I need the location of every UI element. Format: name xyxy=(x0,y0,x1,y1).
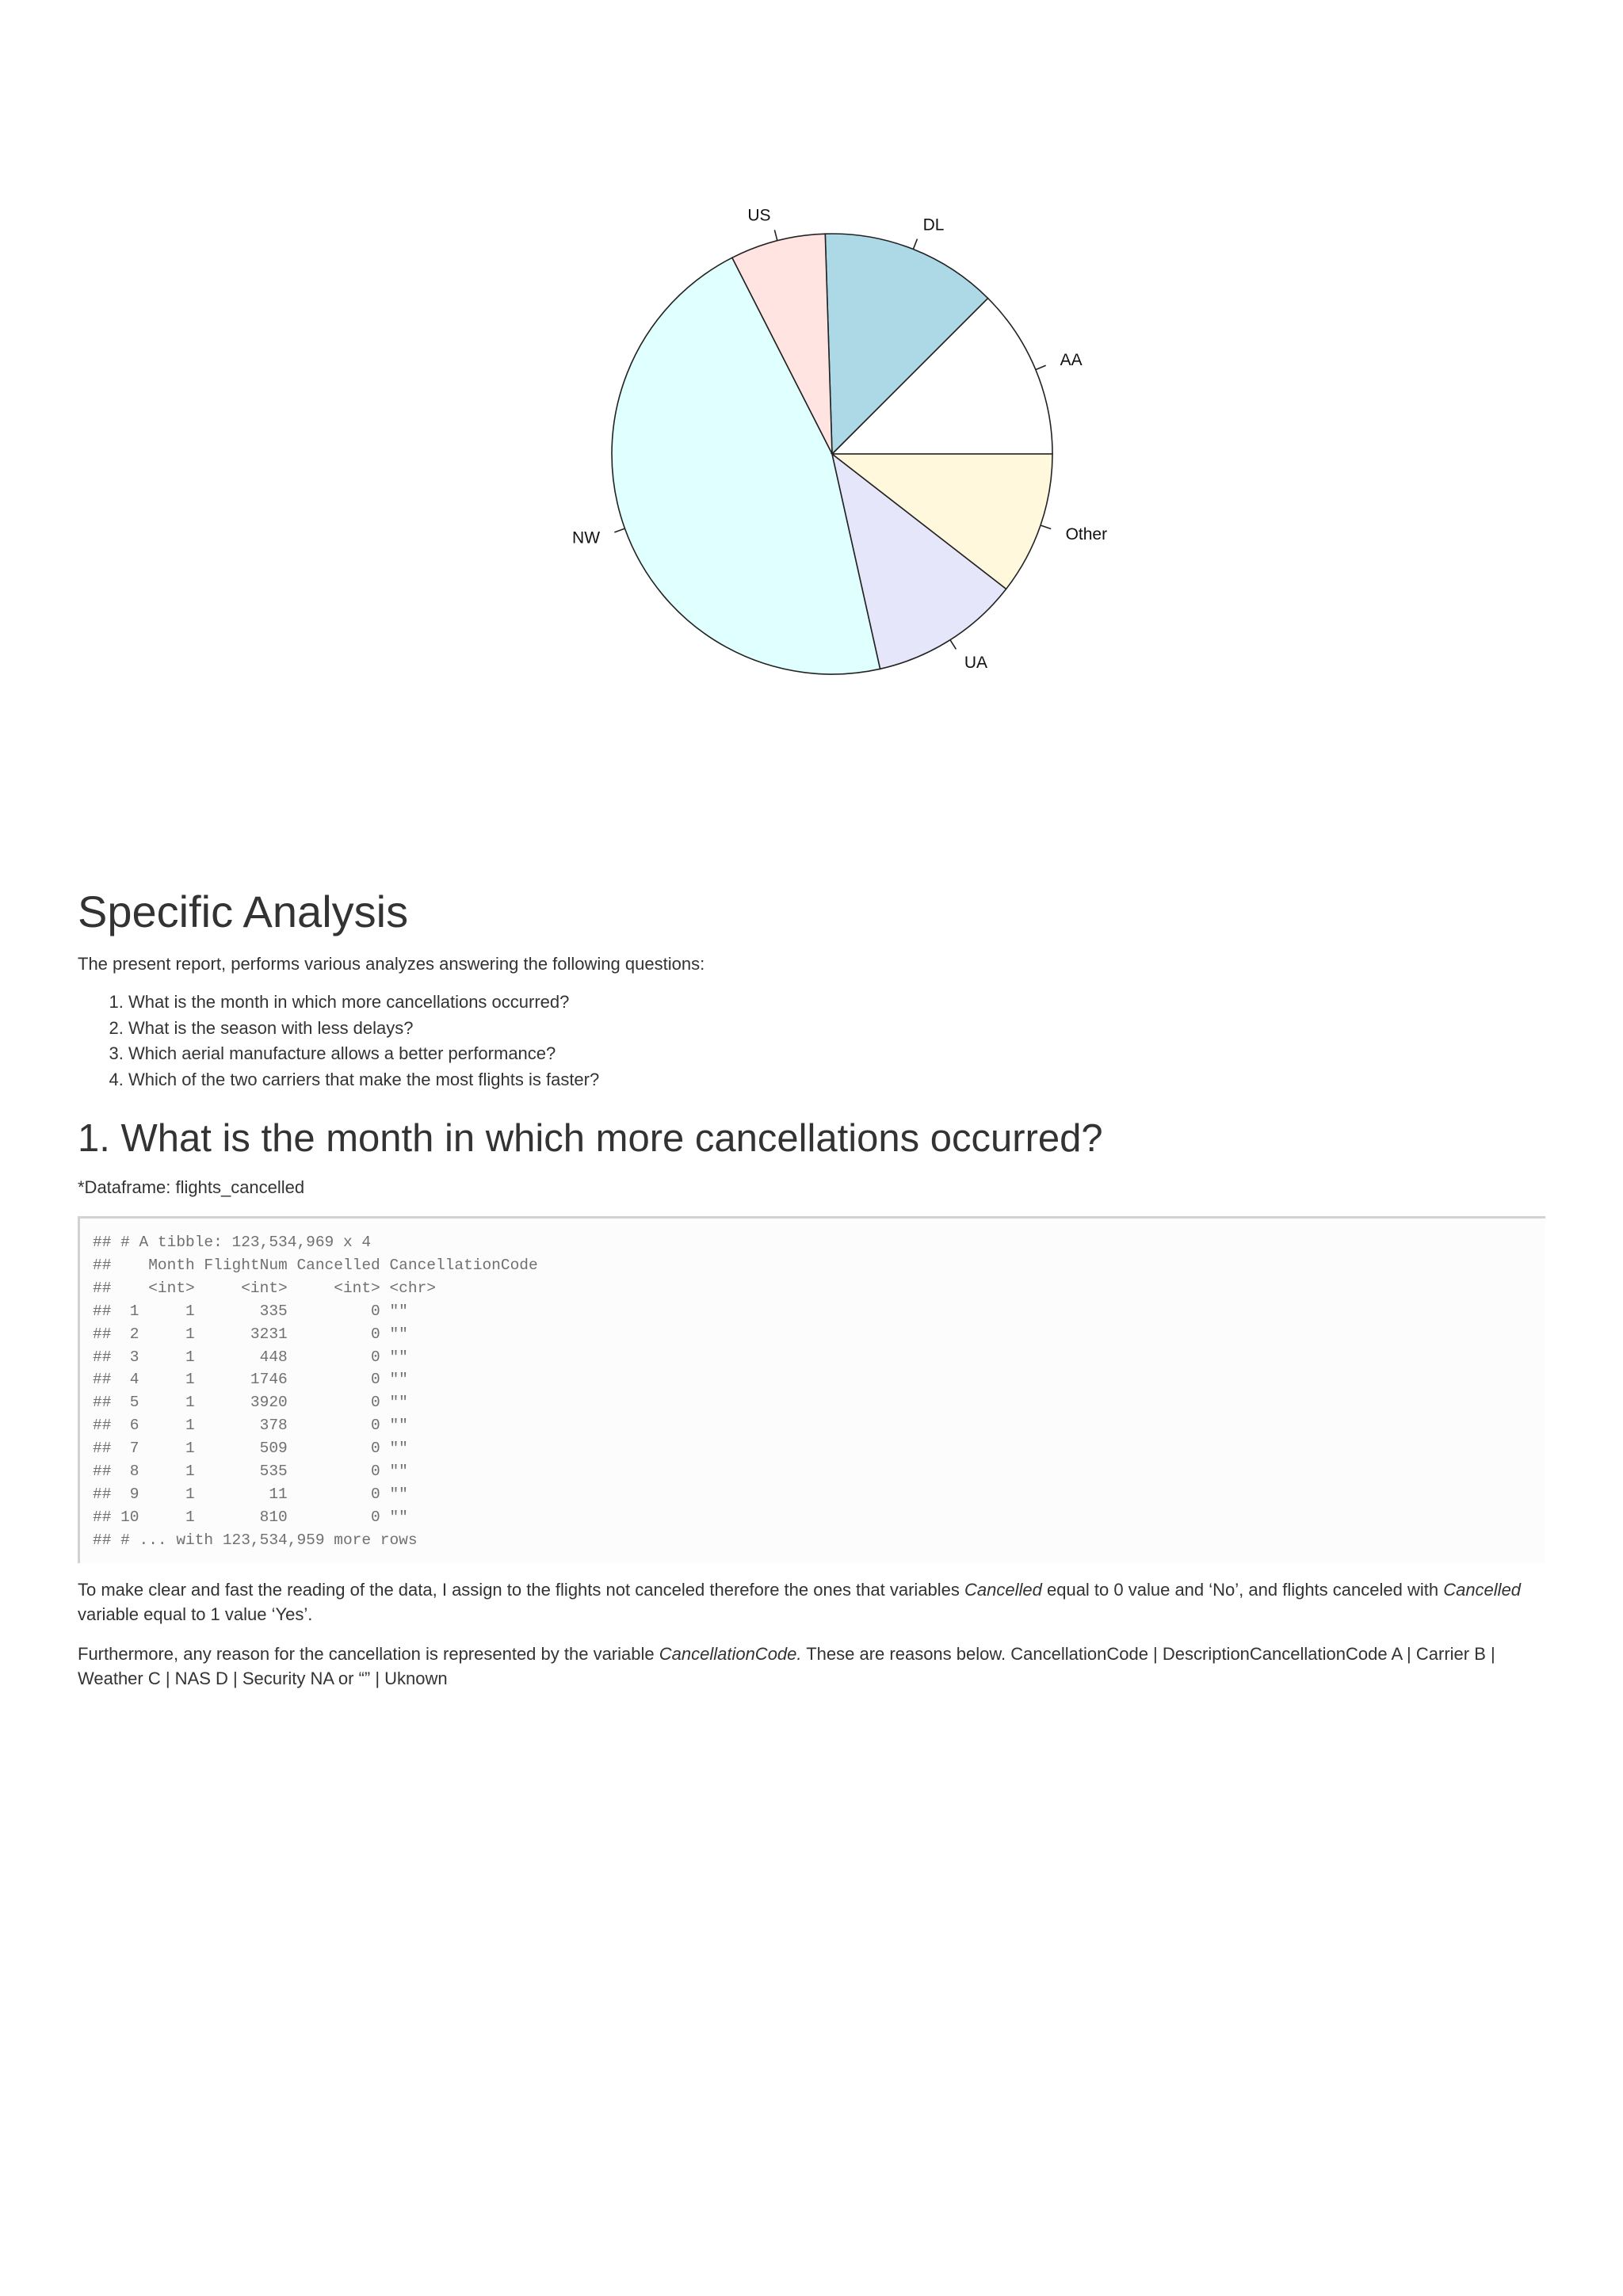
pie-tick-dl xyxy=(913,239,917,250)
code-line: ## 9 1 11 0 "" xyxy=(93,1485,408,1503)
code-line: ## 8 1 535 0 "" xyxy=(93,1463,408,1481)
para-text: To make clear and fast the reading of the data, I assign to the flights not canceled therefore the ones that variables xyxy=(78,1579,965,1600)
code-line: ## 7 1 509 0 "" xyxy=(93,1440,408,1458)
question-item: 4. Which of the two carriers that make the most flights is faster? xyxy=(128,1067,1545,1093)
code-line: ## 1 1 335 0 "" xyxy=(93,1302,408,1320)
para-variable: Cancelled xyxy=(1443,1579,1522,1600)
question-item: 2. What is the season with less delays? xyxy=(128,1016,1545,1042)
question-item: 3. Which aerial manufacture allows a better performance? xyxy=(128,1041,1545,1067)
code-line: ## 3 1 448 0 "" xyxy=(93,1348,408,1366)
report-content xyxy=(78,883,1545,1691)
paragraph-cancellation-code xyxy=(78,1642,1545,1691)
pie-tick-nw xyxy=(614,528,624,532)
pie-label-us: US xyxy=(747,206,771,225)
question-item: 1. What is the month in which more cancellations occurred? xyxy=(128,990,1545,1016)
pie-label-nw: NW xyxy=(572,528,601,547)
pie-chart xyxy=(0,0,1623,792)
pie-tick-ua xyxy=(950,640,956,650)
code-line: ## <int> <int> <int> <chr> xyxy=(93,1279,436,1297)
code-output-block xyxy=(78,1216,1545,1563)
code-line: ## 4 1 1746 0 "" xyxy=(93,1371,408,1389)
pie-tick-us xyxy=(774,230,777,240)
pie-label-dl: DL xyxy=(922,215,945,235)
para-text: variable equal to 1 value ‘Yes’. xyxy=(78,1604,313,1625)
code-line: ## # A tibble: 123,534,969 x 4 xyxy=(93,1234,372,1251)
dataframe-note: *Dataframe: flights_cancelled xyxy=(78,1177,305,1197)
intro-text: The present report, performs various analyzes answering the following questions: xyxy=(78,954,705,974)
pie-label-aa: AA xyxy=(1060,350,1083,369)
code-line: ## 10 1 810 0 "" xyxy=(93,1508,408,1526)
section-title: Specific Analysis xyxy=(78,887,409,936)
code-line: ## 2 1 3231 0 "" xyxy=(93,1325,408,1343)
code-line: ## 5 1 3920 0 "" xyxy=(93,1394,408,1412)
code-line: ## # ... with 123,534,959 more rows xyxy=(93,1531,418,1549)
pie-tick-other xyxy=(1041,525,1051,529)
para-text: Furthermore, any reason for the cancellation is represented by the variable xyxy=(78,1643,659,1664)
code-line: ## 6 1 378 0 "" xyxy=(93,1417,408,1435)
para-variable: Cancelled xyxy=(964,1579,1042,1600)
pie-label-other: Other xyxy=(1065,524,1108,543)
pie-chart-svg xyxy=(0,0,1623,792)
questions-list xyxy=(78,990,1545,1093)
para-text: These are reasons below. CancellationCode | DescriptionCancellationCode A | Carrier B | Weather C | NAS D | Security NA or “” | Uknown xyxy=(78,1643,1495,1689)
pie-tick-aa xyxy=(1036,365,1046,369)
question-1-heading: 1. What is the month in which more cancellations occurred? xyxy=(78,1117,1103,1160)
pie-label-ua: UA xyxy=(964,653,988,672)
para-variable: CancellationCode. xyxy=(659,1643,802,1664)
paragraph-cancelled xyxy=(78,1577,1545,1627)
para-text: equal to 0 value and ‘No’, and flights canceled with xyxy=(1041,1579,1444,1600)
code-line: ## Month FlightNum Cancelled CancellationCode xyxy=(93,1256,538,1274)
